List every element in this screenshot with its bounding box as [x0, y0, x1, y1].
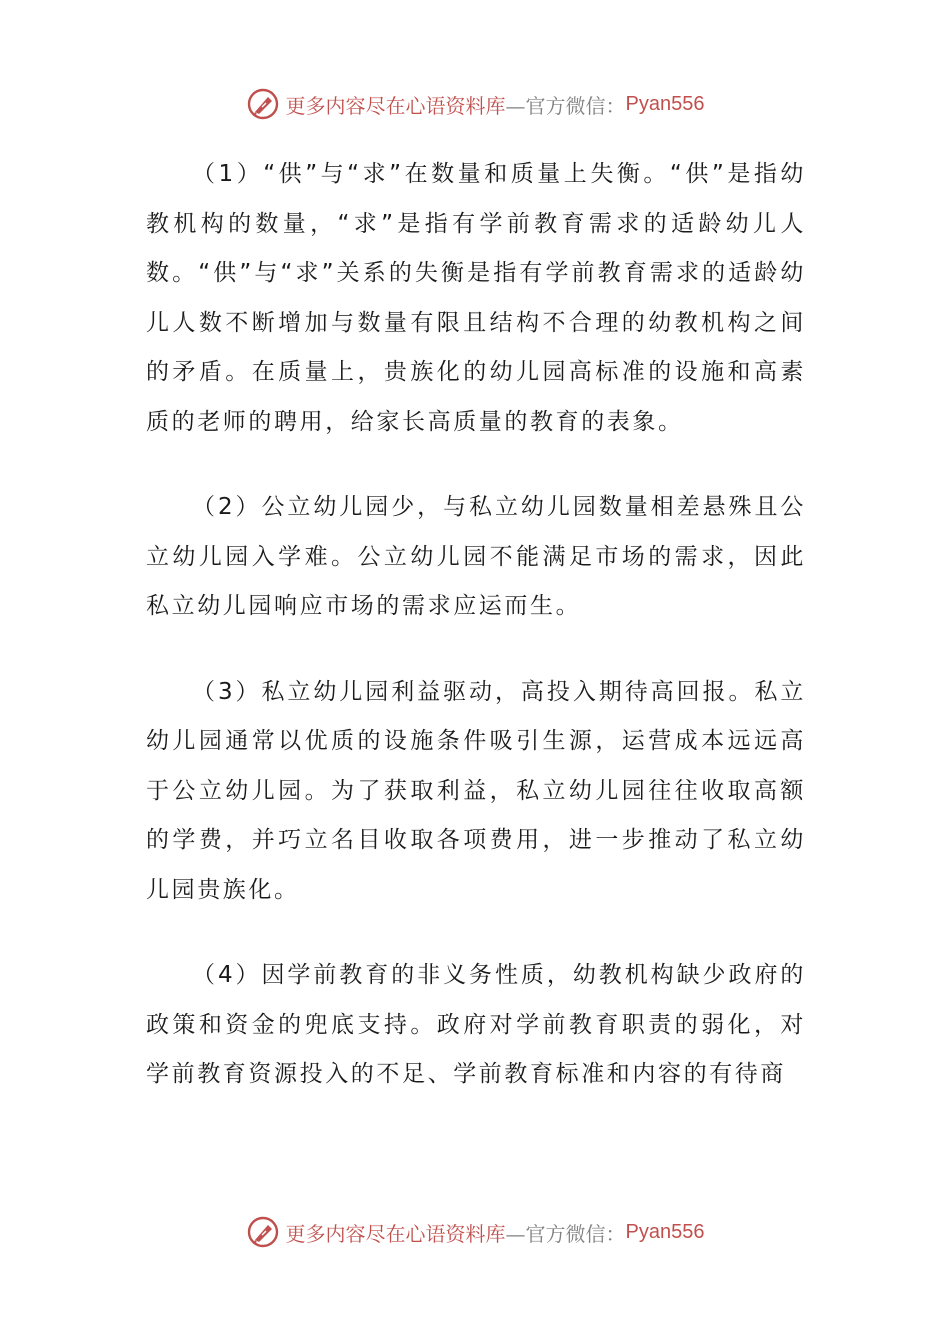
header-text: 更多内容尽在心语资料库 [285, 93, 506, 118]
paragraph-1: （1）“供”与“求”在数量和质量上失衡。“供”是指幼教机构的数量，“求”是指有学前教育需求的适龄幼儿人数。“供”与“求”关系的失衡是指有学前教育需求的适龄幼儿人数不断增加与数量有限且结构不合理的幼教机构之间的矛盾。在质量上，贵族化的幼儿园高标准的设施和高素质的老师的聘用，给家长高质量的教育的表象。 [146, 161, 806, 435]
footer-text: 更多内容尽在心语资料库 [285, 1221, 506, 1246]
header-separator: —官方微信： [505, 93, 626, 118]
footer-separator: —官方微信： [505, 1221, 626, 1246]
paragraph-2: （2）公立幼儿园少，与私立幼儿园数量相差悬殊且公立幼儿园入学难。公立幼儿园不能满足市场的需求，因此私立幼儿园响应市场的需求应运而生。 [146, 494, 806, 619]
paragraph-4: （4）因学前教育的非义务性质，幼教机构缺少政府的政策和资金的兜底支持。政府对学前教育职责的弱化，对学前教育资源投入的不足、学前教育标准和内容的有待商 [146, 962, 806, 1087]
document-body [146, 150, 806, 1136]
footer-wechat-id: Pyan556 [625, 1220, 705, 1243]
pen-nib-logo-icon [246, 1215, 280, 1249]
footer-banner [0, 1212, 950, 1252]
pen-nib-logo-icon [246, 87, 280, 121]
header-banner [0, 84, 950, 124]
paragraph-3: （3）私立幼儿园利益驱动，高投入期待高回报。私立幼儿园通常以优质的设施条件吸引生源，运营成本远远高于公立幼儿园。为了获取利益，私立幼儿园往往收取高额的学费，并巧立名目收取各项费用，进一步推动了私立幼儿园贵族化。 [146, 678, 806, 903]
header-wechat-id: Pyan556 [625, 92, 705, 115]
